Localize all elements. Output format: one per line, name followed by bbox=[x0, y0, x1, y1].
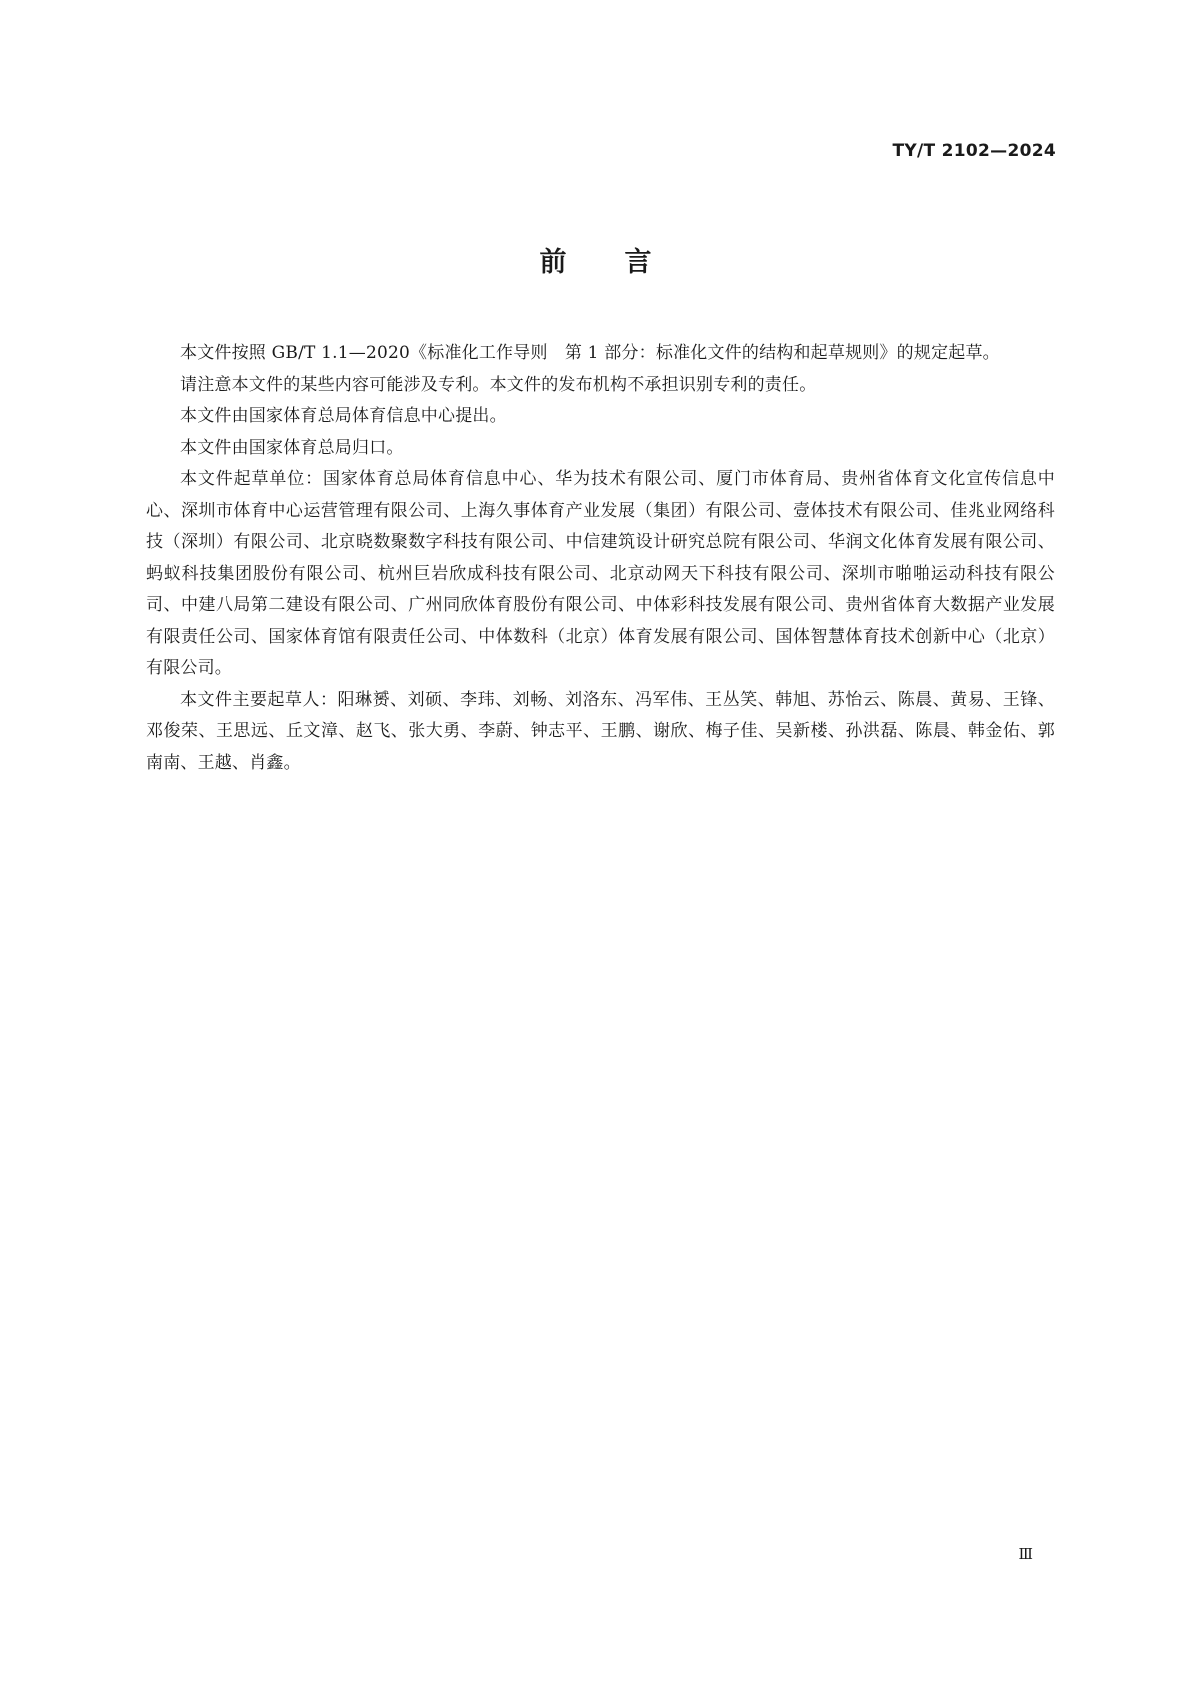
drafting-organizations-paragraph: 本文件起草单位：国家体育总局体育信息中心、华为技术有限公司、厦门市体育局、贵州省体育文化宣传信息中心、深圳市体育中心运营管理有限公司、上海久事体育产业发展（集团）有限公司、壹体技术有限公司、佳兆业网络科技（深圳）有限公司、北京晓数聚数字科技有限公司、中信建筑设计研究总院有限公司、华润文化体育发展有限公司、蚂蚁科技集团股份有限公司、杭州巨岩欣成科技有限公司、北京动网天下科技有限公司、深圳市啪啪运动科技有限公司、中建八局第二建设有限公司、广州同欣体育股份有限公司、中体彩科技发展有限公司、贵州省体育大数据产业发展有限责任公司、国家体育馆有限责任公司、中体数科（北京）体育发展有限公司、国体智慧体育技术创新中心（北京）有限公司。 bbox=[146, 469, 1055, 678]
drafting-rules-paragraph: 本文件按照 GB/T 1.1—2020《标准化工作导则 第 1 部分：标准化文件的结构和起草规则》的规定起草。 bbox=[180, 343, 1000, 363]
administrator-paragraph: 本文件由国家体育总局归口。 bbox=[180, 437, 404, 458]
document-code: TY/T 2102—2024 bbox=[892, 141, 1056, 161]
drafters-paragraph: 本文件主要起草人：阳琳赟、刘硕、李玮、刘畅、刘洛东、冯军伟、王丛笑、韩旭、苏怡云、陈晨、黄易、王锋、邓俊荣、王思远、丘文漳、赵飞、张大勇、李蔚、钟志平、王鹏、谢欣、梅子佳、吴新楼、孙洪磊、陈晨、韩金佑、郭南南、王越、肖鑫。 bbox=[146, 689, 1055, 773]
foreword-title: 前言 bbox=[539, 247, 710, 278]
foreword-body bbox=[146, 338, 1055, 779]
page-number: Ⅲ bbox=[1018, 1545, 1032, 1563]
proposer-paragraph: 本文件由国家体育总局体育信息中心提出。 bbox=[180, 406, 507, 426]
patent-notice-paragraph: 请注意本文件的某些内容可能涉及专利。本文件的发布机构不承担识别专利的责任。 bbox=[180, 374, 817, 395]
